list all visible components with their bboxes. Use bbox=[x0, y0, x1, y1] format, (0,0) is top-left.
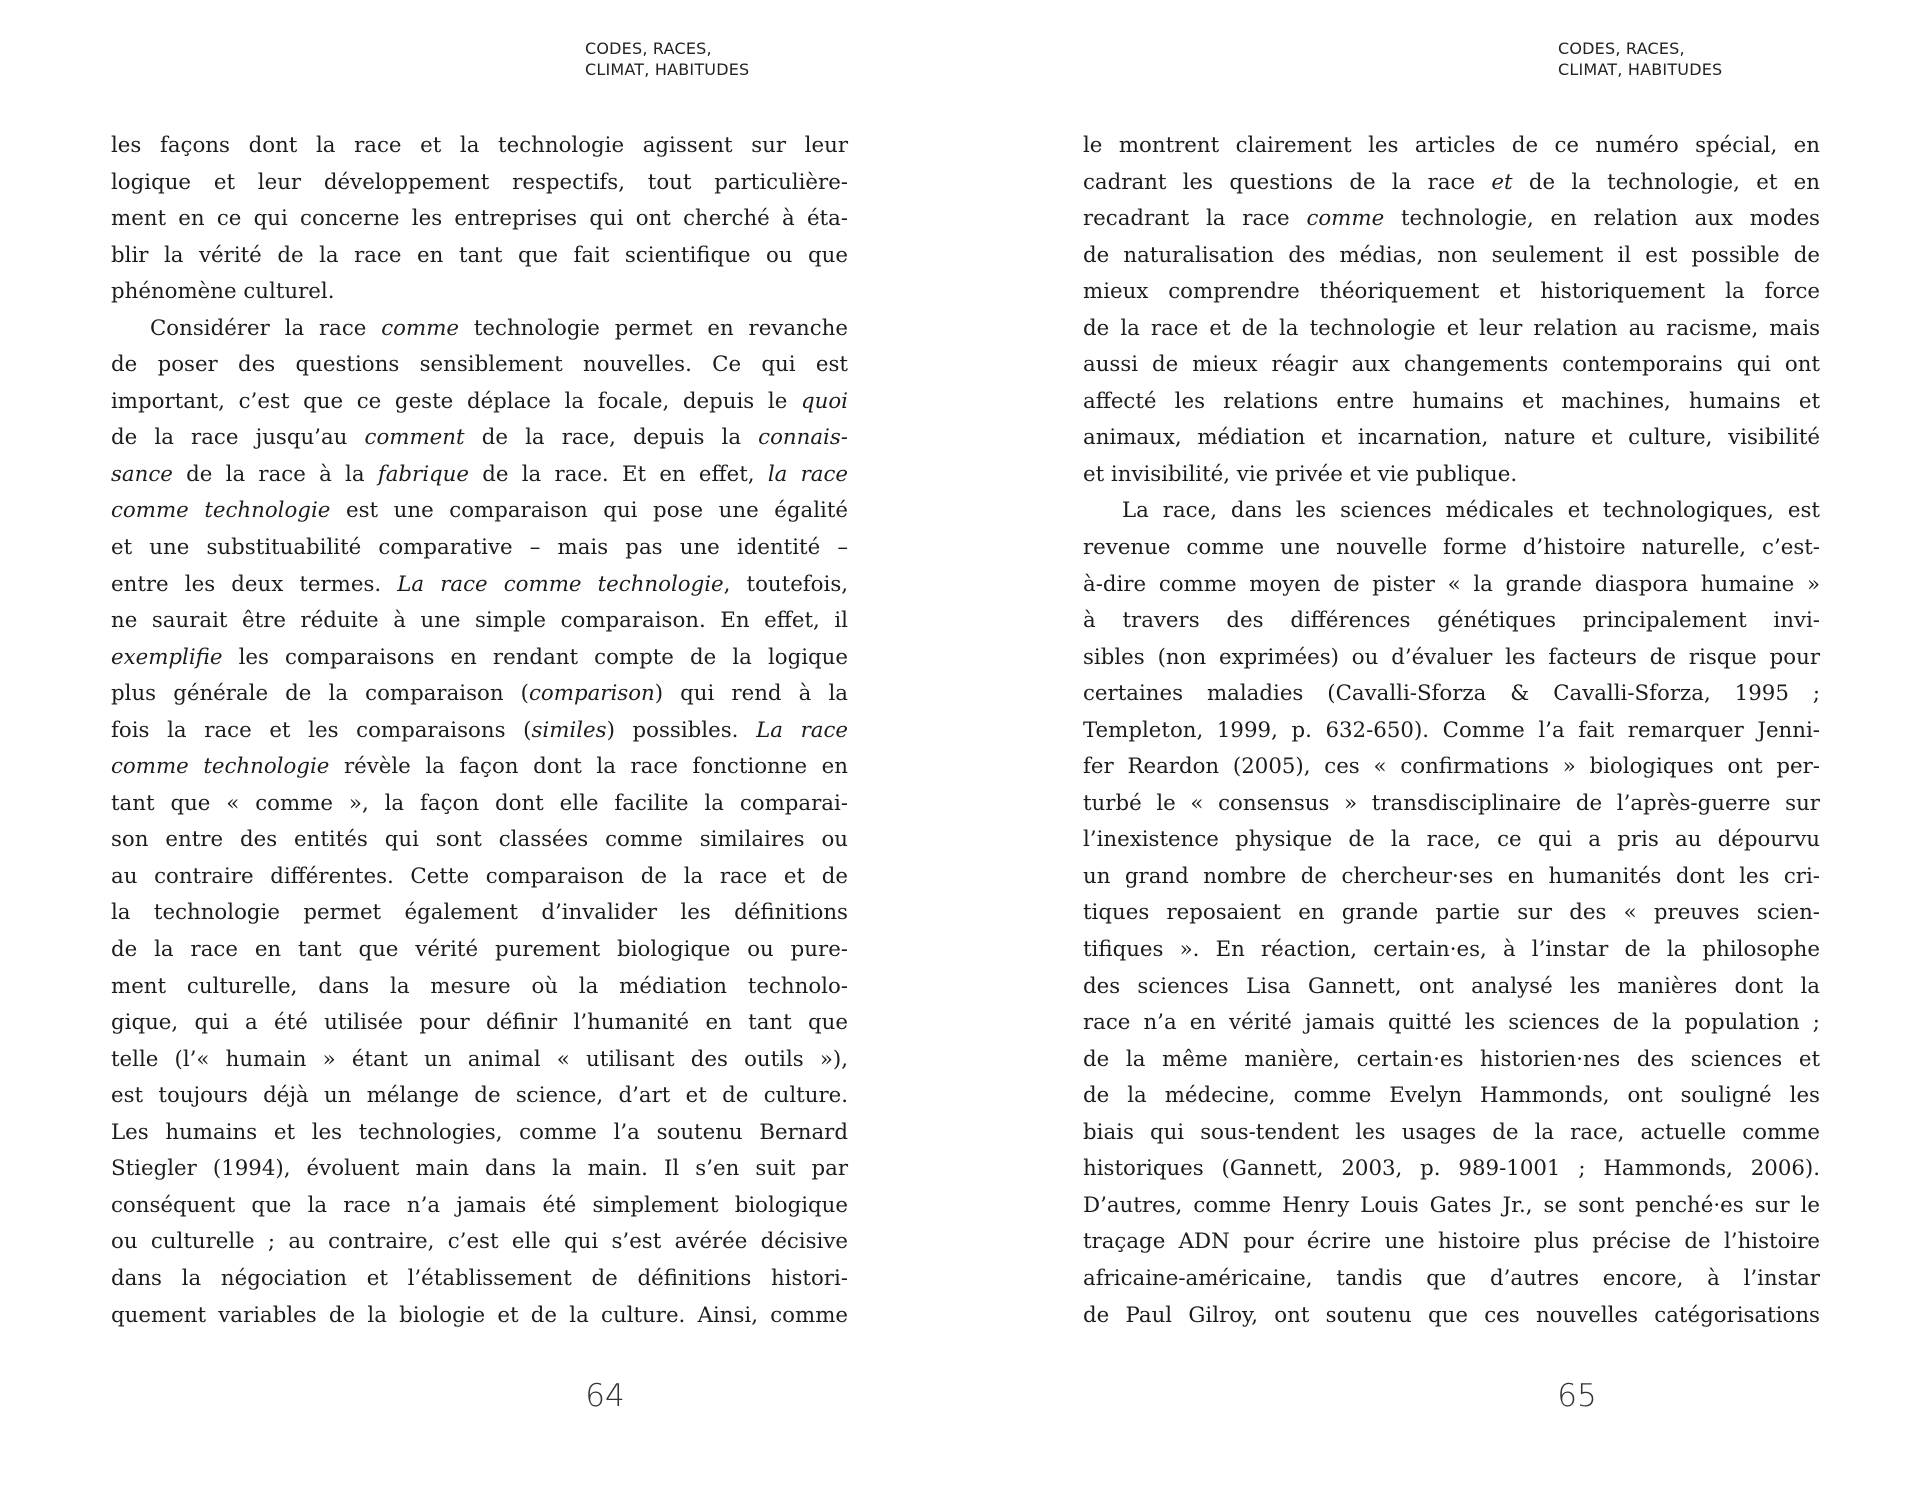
text-segment: et une substituabilité comparative – mais pas une identité – bbox=[111, 535, 848, 561]
text-segment: turbé le « consensus » transdisciplinaire de l’après-guerre sur bbox=[1083, 790, 1820, 816]
text-segment: quement variables de la biologie et de la culture. Ainsi, comme bbox=[111, 1302, 848, 1328]
text-segment: au contraire différentes. Cette comparaison de la race et de bbox=[111, 863, 848, 889]
text-segment: telle (l’« humain » étant un animal « utilisant des outils »), bbox=[111, 1046, 848, 1072]
text-line bbox=[111, 895, 848, 932]
italic-text-segment: comme bbox=[1306, 206, 1385, 232]
italic-text-segment: la race bbox=[767, 461, 849, 487]
text-segment: ou culturelle ; au contraire, c’est elle qui s’est avérée décisive bbox=[111, 1229, 848, 1255]
text-segment: de la technologie, et en bbox=[1512, 169, 1820, 195]
text-segment: africaine-américaine, tandis que d’autres encore, à l’instar bbox=[1083, 1265, 1820, 1291]
italic-text-segment: comme bbox=[381, 315, 459, 341]
italic-text-segment: similes bbox=[531, 717, 607, 743]
text-line bbox=[1083, 238, 1820, 275]
text-segment: la technologie permet également d’invalider les définitions bbox=[111, 900, 848, 926]
text-segment: cadrant les questions de la race bbox=[1083, 169, 1492, 195]
text-segment: certaines maladies (Cavalli-Sforza & Cavalli-Sforza, 1995 ; bbox=[1083, 681, 1820, 707]
text-segment: entre les deux termes. bbox=[111, 571, 398, 597]
italic-text-segment: comment bbox=[364, 425, 465, 451]
text-line bbox=[1083, 567, 1820, 604]
text-line bbox=[1083, 347, 1820, 384]
text-segment: des sciences Lisa Gannett, ont analysé les manières dont la bbox=[1083, 973, 1820, 999]
text-line bbox=[111, 493, 848, 530]
text-line bbox=[1083, 384, 1820, 421]
italic-text-segment: comparison bbox=[529, 681, 655, 707]
text-segment: fer Reardon (2005), ces « confirmations » biologiques ont per- bbox=[1083, 754, 1820, 780]
text-segment: son entre des entités qui sont classées comme similaires ou bbox=[111, 827, 848, 853]
text-line bbox=[111, 786, 848, 823]
text-line bbox=[111, 201, 848, 238]
text-line bbox=[1083, 1151, 1820, 1188]
text-segment: à-dire comme moyen de pister « la grande diaspora humaine » bbox=[1083, 571, 1820, 597]
text-line bbox=[1083, 420, 1820, 457]
paragraph bbox=[1083, 128, 1820, 493]
text-segment: gique, qui a été utilisée pour définir l’humanité en tant que bbox=[111, 1010, 848, 1036]
text-segment: de la race. Et en effet, bbox=[468, 461, 768, 487]
text-segment: de poser des questions sensiblement nouvelles. Ce qui est bbox=[111, 352, 848, 378]
text-segment: sibles (non exprimées) ou d’évaluer les facteurs de risque pour bbox=[1083, 644, 1820, 670]
text-segment: race n’a en vérité jamais quitté les sciences de la population ; bbox=[1083, 1010, 1820, 1036]
text-line bbox=[111, 311, 848, 348]
text-line bbox=[111, 238, 848, 275]
running-head-line: CODES, RACES, bbox=[1558, 39, 1685, 58]
text-line bbox=[111, 932, 848, 969]
text-line bbox=[111, 457, 848, 494]
text-line bbox=[111, 1261, 848, 1298]
paragraph bbox=[111, 311, 848, 1334]
italic-text-segment: connais- bbox=[758, 425, 848, 451]
running-head-line: CLIMAT, HABITUDES bbox=[1558, 60, 1723, 79]
text-segment: l’inexistence physique de la race, ce qui a pris au dépourvu bbox=[1083, 827, 1820, 853]
text-segment: D’autres, comme Henry Louis Gates Jr., se sont penché·es sur le bbox=[1083, 1192, 1820, 1218]
text-line bbox=[1083, 822, 1820, 859]
text-segment: tifiques ». En réaction, certain·es, à l’instar de la philosophe bbox=[1083, 937, 1820, 963]
text-segment: Les humains et les technologies, comme l’a soutenu Bernard bbox=[111, 1119, 848, 1145]
page-number: 65 bbox=[1557, 1378, 1597, 1414]
text-segment: les comparaisons en rendant compte de la logique bbox=[222, 644, 848, 670]
text-line bbox=[111, 713, 848, 750]
text-segment: traçage ADN pour écrire une histoire plus précise de l’histoire bbox=[1083, 1229, 1820, 1255]
text-line bbox=[1083, 676, 1820, 713]
running-head-line: CLIMAT, HABITUDES bbox=[585, 60, 750, 79]
text-segment: affecté les relations entre humains et machines, humains et bbox=[1083, 388, 1820, 414]
text-line bbox=[1083, 603, 1820, 640]
text-line bbox=[111, 1224, 848, 1261]
text-line bbox=[1083, 165, 1820, 202]
text-segment: de la médecine, comme Evelyn Hammonds, ont souligné les bbox=[1083, 1083, 1820, 1109]
text-line bbox=[111, 274, 848, 311]
text-segment: technologie permet en revanche bbox=[459, 315, 849, 341]
text-line bbox=[111, 1078, 848, 1115]
text-line bbox=[111, 1151, 848, 1188]
text-segment: ne saurait être réduite à une simple comparaison. En effet, il bbox=[111, 608, 848, 634]
italic-text-segment: exemplifie bbox=[111, 644, 223, 670]
text-line bbox=[1083, 1042, 1820, 1079]
text-line bbox=[1083, 457, 1820, 494]
text-line bbox=[111, 128, 848, 165]
text-line bbox=[1083, 1188, 1820, 1225]
text-segment: , toutefois, bbox=[723, 571, 849, 597]
right-page bbox=[1083, 0, 1820, 1496]
text-segment: Stiegler (1994), évoluent main dans la main. Il s’en suit par bbox=[111, 1156, 848, 1182]
text-segment: dans la négociation et l’établissement de définitions histori- bbox=[111, 1265, 848, 1291]
text-line bbox=[111, 165, 848, 202]
text-line bbox=[1083, 640, 1820, 677]
text-segment: ment culturelle, dans la mesure où la médiation technolo- bbox=[111, 973, 848, 999]
text-segment: tiques reposaient en grande partie sur des « preuves scien- bbox=[1083, 900, 1820, 926]
text-segment: important, c’est que ce geste déplace la focale, depuis le bbox=[111, 388, 802, 414]
text-segment: aussi de mieux réagir aux changements contemporains qui ont bbox=[1083, 352, 1820, 378]
left-page bbox=[111, 0, 848, 1496]
text-segment: de la race en tant que vérité purement biologique ou pure- bbox=[111, 937, 848, 963]
text-line bbox=[1083, 493, 1820, 530]
text-line bbox=[111, 1042, 848, 1079]
text-line bbox=[1083, 749, 1820, 786]
text-line bbox=[111, 676, 848, 713]
text-line bbox=[1083, 895, 1820, 932]
text-line bbox=[111, 384, 848, 421]
body-text bbox=[111, 128, 848, 1334]
body-text bbox=[1083, 128, 1820, 1334]
italic-text-segment: et bbox=[1491, 169, 1513, 195]
text-segment: biais qui sous-tendent les usages de la race, actuelle comme bbox=[1083, 1119, 1820, 1145]
italic-text-segment: La race bbox=[756, 717, 848, 743]
text-line bbox=[1083, 859, 1820, 896]
text-line bbox=[1083, 1078, 1820, 1115]
text-segment: animaux, médiation et incarnation, nature et culture, visibilité bbox=[1083, 425, 1820, 451]
text-line bbox=[111, 347, 848, 384]
text-segment: est une comparaison qui pose une égalité bbox=[330, 498, 848, 524]
text-line bbox=[111, 420, 848, 457]
text-line bbox=[1083, 530, 1820, 567]
text-segment: historiques (Gannett, 2003, p. 989-1001 ; Hammonds, 2006). bbox=[1083, 1156, 1820, 1182]
text-line bbox=[111, 859, 848, 896]
text-line bbox=[111, 640, 848, 677]
text-line bbox=[111, 567, 848, 604]
text-line bbox=[1083, 201, 1820, 238]
text-line bbox=[1083, 786, 1820, 823]
text-segment: tant que « comme », la façon dont elle facilite la comparai- bbox=[111, 790, 848, 816]
italic-text-segment: sance bbox=[111, 461, 173, 487]
italic-text-segment: quoi bbox=[801, 388, 848, 414]
text-line bbox=[1083, 1298, 1820, 1335]
text-segment: de la race et de la technologie et leur relation au racisme, mais bbox=[1083, 315, 1820, 341]
text-segment: les façons dont la race et la technologie agissent sur leur bbox=[111, 133, 848, 158]
text-segment: recadrant la race bbox=[1083, 206, 1307, 232]
text-line bbox=[1083, 128, 1820, 165]
running-head bbox=[585, 38, 749, 80]
text-line bbox=[1083, 1005, 1820, 1042]
text-segment: revenue comme une nouvelle forme d’histoire naturelle, c’est- bbox=[1083, 535, 1820, 561]
text-line bbox=[111, 1188, 848, 1225]
text-segment: conséquent que la race n’a jamais été simplement biologique bbox=[111, 1192, 848, 1218]
text-segment: ) qui rend à la bbox=[654, 681, 848, 707]
text-segment: ) possibles. bbox=[606, 717, 757, 743]
text-line bbox=[111, 603, 848, 640]
text-segment: de naturalisation des médias, non seulement il est possible de bbox=[1083, 242, 1820, 268]
text-segment: ment en ce qui concerne les entreprises qui ont cherché à éta- bbox=[111, 206, 848, 232]
paragraph bbox=[1083, 493, 1820, 1334]
text-segment: logique et leur développement respectifs, tout particulière- bbox=[111, 169, 848, 195]
page-number: 64 bbox=[585, 1378, 625, 1414]
italic-text-segment: La race comme technologie bbox=[397, 571, 724, 597]
text-segment: de la race jusqu’au bbox=[111, 425, 365, 451]
text-line bbox=[1083, 274, 1820, 311]
italic-text-segment: fabrique bbox=[377, 461, 469, 487]
text-segment: de Paul Gilroy, ont soutenu que ces nouvelles catégorisations bbox=[1083, 1302, 1820, 1328]
text-segment: technologie, en relation aux modes bbox=[1384, 206, 1820, 232]
text-line bbox=[1083, 1224, 1820, 1261]
text-line bbox=[111, 1115, 848, 1152]
text-line bbox=[1083, 969, 1820, 1006]
text-segment: de la même manière, certain·es historien·nes des sciences et bbox=[1083, 1046, 1820, 1072]
running-head bbox=[1558, 38, 1722, 80]
text-line bbox=[111, 822, 848, 859]
text-line bbox=[111, 1005, 848, 1042]
text-line bbox=[1083, 311, 1820, 348]
text-segment: Templeton, 1999, p. 632-650). Comme l’a fait remarquer Jenni- bbox=[1083, 717, 1820, 743]
text-line bbox=[1083, 1261, 1820, 1298]
text-line bbox=[1083, 713, 1820, 750]
text-segment: de la race, depuis la bbox=[464, 425, 759, 451]
text-line bbox=[1083, 932, 1820, 969]
text-line bbox=[111, 1298, 848, 1335]
text-line bbox=[111, 749, 848, 786]
text-segment: blir la vérité de la race en tant que fait scientifique ou que bbox=[111, 242, 848, 268]
text-segment: fois la race et les comparaisons ( bbox=[111, 717, 532, 743]
text-segment: est toujours déjà un mélange de science, d’art et de culture. bbox=[111, 1083, 848, 1109]
text-segment: Considérer la race bbox=[150, 315, 382, 341]
text-line bbox=[1083, 1115, 1820, 1152]
text-segment: mieux comprendre théoriquement et historiquement la force bbox=[1083, 279, 1820, 305]
text-line bbox=[111, 969, 848, 1006]
text-segment: révèle la façon dont la race fonctionne en bbox=[329, 754, 848, 780]
text-segment: plus générale de la comparaison ( bbox=[111, 681, 529, 707]
text-segment: phénomène culturel. bbox=[111, 279, 335, 305]
text-segment: un grand nombre de chercheur·ses en humanités dont les cri- bbox=[1083, 863, 1820, 889]
text-segment: de la race à la bbox=[172, 461, 378, 487]
text-segment: le montrent clairement les articles de ce numéro spécial, en bbox=[1083, 133, 1820, 158]
paragraph bbox=[111, 128, 848, 311]
running-head-line: CODES, RACES, bbox=[585, 39, 712, 58]
text-segment: à travers des différences génétiques principalement invi- bbox=[1083, 608, 1820, 634]
italic-text-segment: comme technologie bbox=[111, 498, 331, 524]
text-segment: et invisibilité, vie privée et vie publique. bbox=[1083, 461, 1518, 487]
text-line bbox=[111, 530, 848, 567]
text-segment: La race, dans les sciences médicales et technologiques, est bbox=[1122, 498, 1820, 524]
italic-text-segment: comme technologie bbox=[111, 754, 330, 780]
